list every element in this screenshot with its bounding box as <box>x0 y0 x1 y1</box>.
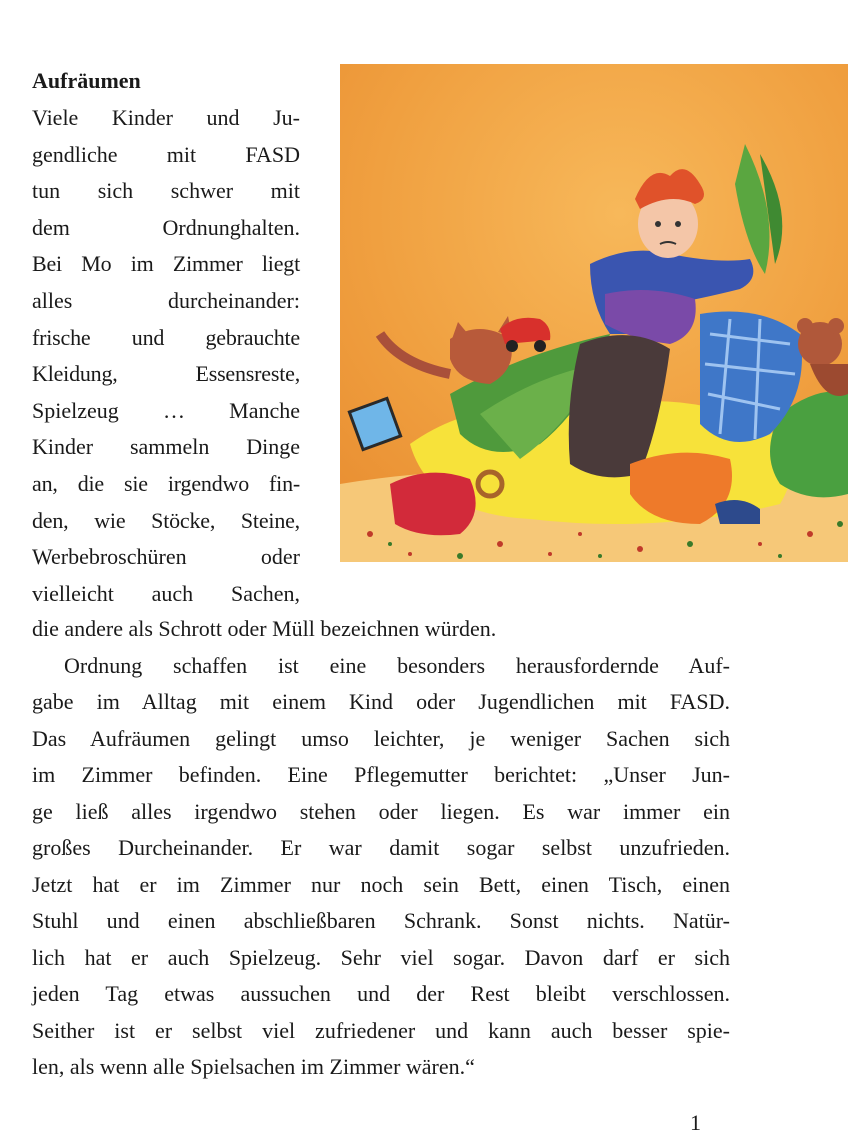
text-line: Das Aufräumen gelingt umso leichter, je weniger Sachen sich <box>32 725 730 751</box>
section-heading: Aufräumen <box>32 68 141 93</box>
text-line: Werbebroschüren oder <box>32 544 300 570</box>
body-paragraphs <box>32 611 730 1086</box>
text-line: großes Durcheinander. Er war damit sogar selbst unzufrieden. <box>32 835 730 860</box>
text-line: gabe im Alltag mit einem Kind oder Jugendlichen mit FASD. <box>32 689 730 714</box>
text-line: ge ließ alles irgendwo stehen oder liegen. Es war immer ein <box>32 798 730 824</box>
text-line: gendliche mit FASD <box>32 141 300 167</box>
text-line: Stuhl und einen abschließbaren Schrank. Sonst nichts. Natür- <box>32 908 730 933</box>
page-number: 1 <box>690 1110 701 1135</box>
text-line: Bei Mo im Zimmer liegt <box>32 251 300 277</box>
text-line: jeden Tag etwas aussuchen und der Rest bleibt verschlossen. <box>32 981 730 1006</box>
text-line: alles durcheinander: <box>32 287 300 313</box>
text-line: Jetzt hat er im Zimmer nur noch sein Bett, einen Tisch, einen <box>32 871 730 897</box>
text-line: Spielzeug … Manche <box>32 397 300 423</box>
text-line: lich hat er auch Spielzeug. Sehr viel sogar. Davon darf er sich <box>32 944 730 970</box>
text-line: vielleicht auch Sachen, <box>32 580 300 606</box>
text-line: an, die sie irgendwo fin- <box>32 470 300 496</box>
text-line: frische und gebrauchte <box>32 324 300 350</box>
text-line: Ordnung schaffen ist eine besonders herausfordernde Auf- <box>64 652 730 678</box>
text-line: tun sich schwer mit <box>32 178 300 204</box>
text-line: dem Ordnunghalten. <box>32 214 300 240</box>
text-line: Kinder sammeln Dinge <box>32 434 300 460</box>
text-line: den, wie Stöcke, Steine, <box>32 507 300 533</box>
wrapped-paragraph <box>32 100 300 612</box>
text-line: len, als wenn alle Spielsachen im Zimmer wären.“ <box>32 1054 475 1079</box>
children-drawing-illustration <box>340 64 848 562</box>
text-line: Kleidung, Essensreste, <box>32 361 300 387</box>
text-line: Seither ist er selbst viel zufriedener und kann auch besser spie- <box>32 1017 730 1043</box>
text-line: im Zimmer befinden. Eine Pflegemutter berichtet: „Unser Jun- <box>32 762 730 787</box>
text-line: die andere als Schrott oder Müll bezeichnen würden. <box>32 616 497 641</box>
text-line: Viele Kinder und Ju- <box>32 105 300 130</box>
